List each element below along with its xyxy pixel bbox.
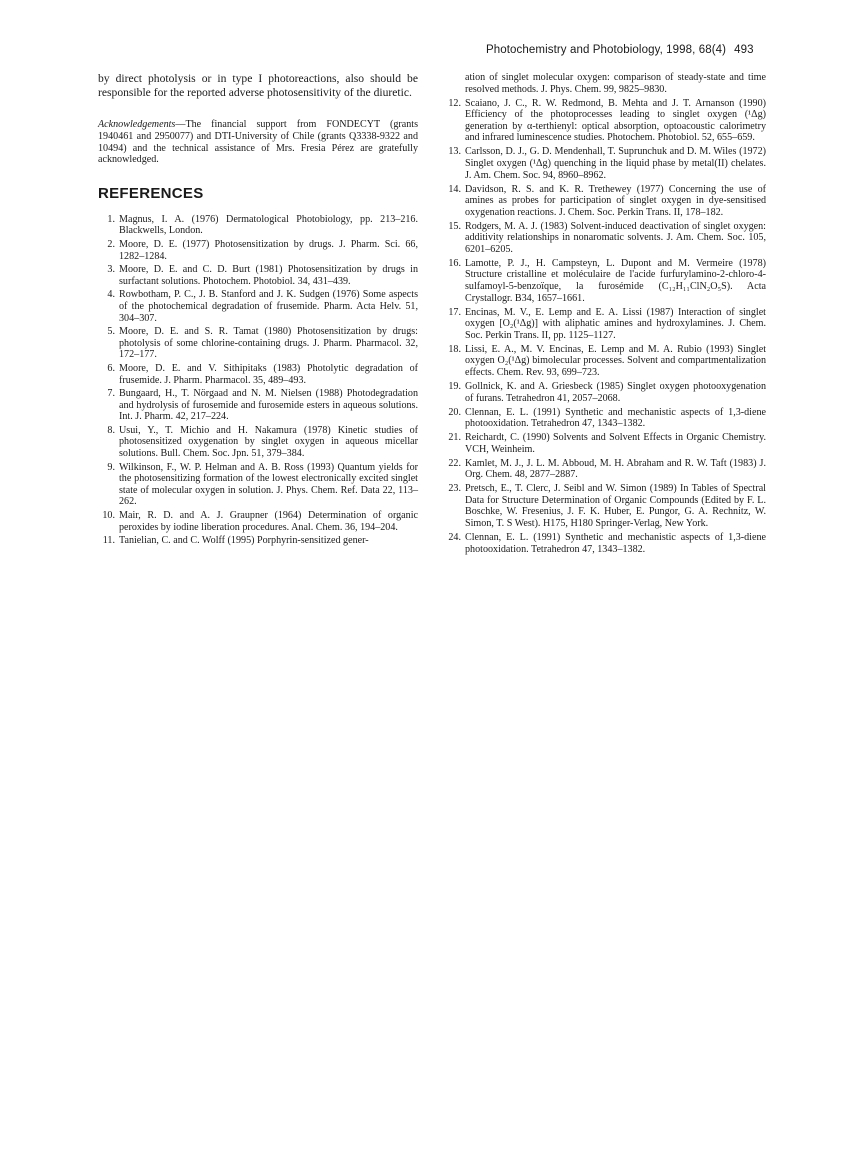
reference-text: Pretsch, E., T. Clerc, J. Seibl and W. Simon (1989) In Tables of Spectral Data for Structure Determination of Organic Compounds (Edited by F. L. Boschke, W. Fresenius, J. F. K. Huber, E. Pungor, G. A. Rechnitz, W. Simon, T. S West). H175, H180 Springer-Verlag, New York.	[465, 483, 766, 530]
reference-text: Moore, D. E. and C. D. Burt (1981) Photosensitization by drugs in surfactant solutions. Photochem. Photobiol. 34, 431–439.	[119, 264, 418, 287]
reference-number: 22.	[448, 457, 461, 469]
reference-item	[444, 184, 766, 219]
reference-text: Clennan, E. L. (1991) Synthetic and mechanistic aspects of 1,3-diene photooxidation. Tetrahedron 47, 1343–1382.	[465, 532, 766, 555]
reference-item	[98, 425, 418, 460]
reference-text: Moore, D. E. and S. R. Tamat (1980) Photosensitization by drugs: photolysis of some chlorine-containing drugs. J. Pharm. Pharmacol. 32, 172–177.	[119, 326, 418, 361]
reference-text: Carlsson, D. J., G. D. Mendenhall, T. Suprunchuk and D. M. Wiles (1972) Singlet oxygen (¹Δg) quenching in the liquid phase by metal(II) chelates. J. Am. Chem. Soc. 94, 8960–8962.	[465, 146, 766, 181]
reference-text: Rowbotham, P. C., J. B. Stanford and J. K. Sudgen (1976) Some aspects of the photochemical degradation of frusemide. Pharm. Acta Helv. 51, 304–307.	[119, 289, 418, 324]
reference-number: 16.	[448, 257, 461, 269]
reference-number: 10.	[102, 510, 115, 522]
reference-number: 4.	[107, 289, 115, 301]
reference-item	[444, 307, 766, 342]
reference-item	[444, 483, 766, 529]
reference-number: 12.	[448, 97, 461, 109]
reference-text: Moore, D. E. and V. Sithipitaks (1983) Photolytic degradation of frusemide. J. Pharm. Pharmacol. 35, 489–493.	[119, 362, 418, 386]
reference-item	[444, 221, 766, 256]
reference-item	[444, 458, 766, 481]
reference-text: Wilkinson, F., W. P. Helman and A. B. Ross (1993) Quantum yields for the photosensitizing formation of the lowest electronically excited singlet state of molecular oxygen in solution. J. Phys. Chem. Ref. Data 22, 113–262.	[119, 461, 418, 508]
reference-number: 5.	[107, 326, 115, 338]
reference-text: Lissi, E. A., M. V. Encinas, E. Lemp and M. A. Rubio (1993) Singlet oxygen O₂(¹Δg) bimolecular processes. Solvent and compartmentalization effects. Chem. Rev. 93, 699–723.	[465, 343, 766, 378]
reference-list-left	[98, 214, 418, 547]
acknowledgements-text: —The financial support from FONDECYT (grants 1940461 and 2950077) and DTI-University of Chile (grants Q3338-9322 and 10494) and the technical assistance of Mrs. Fresia Pérez are gratefully acknowledged.	[98, 119, 418, 166]
reference-number: 6.	[107, 362, 115, 374]
left-column	[98, 72, 418, 549]
reference-number: 8.	[107, 424, 115, 436]
body-paragraph: by direct photolysis or in type I photoreactions, also should be responsible for the reported adverse photosensitivity of the diuretic.	[98, 72, 418, 99]
reference-text: Rodgers, M. A. J. (1983) Solvent-induced deactivation of singlet oxygen: additivity relationships in nonaromatic solvents. J. Am. Chem. Soc. 105, 6201–6205.	[465, 220, 766, 255]
reference-text: Kamlet, M. J., J. L. M. Abboud, M. H. Abraham and R. W. Taft (1983) J. Org. Chem. 48, 2877–2887.	[465, 457, 766, 481]
reference-text: Davidson, R. S. and K. R. Trethewey (1977) Concerning the use of amines as probes for participation of singlet oxygen in dye-sensitised oxygenation reactions. J. Chem. Soc. Perkin Trans. II, 178–182.	[465, 183, 766, 218]
reference-item	[98, 510, 418, 533]
reference-text: Lamotte, P. J., H. Campsteyn, L. Dupont and M. Vermeire (1978) Structure cristalline et moléculaire de l'acide furfurylamino-2-chloro-4-sulfamoyl-5-benzoïque, la furosémide (C₁₂H₁₁ClN₂O₅S). Acta Crystallogr. B34, 1657–1661.	[465, 257, 766, 304]
reference-number: 11.	[102, 535, 115, 547]
reference-item	[98, 239, 418, 262]
reference-text: Magnus, I. A. (1976) Dermatological Photobiology, pp. 213–216. Blackwells, London.	[119, 213, 418, 237]
reference-text: Tanielian, C. and C. Wolff (1995) Porphyrin-sensitized gener-	[119, 535, 369, 547]
reference-number: 23.	[448, 483, 461, 495]
reference-number: 24.	[448, 532, 461, 544]
right-column	[444, 72, 766, 558]
reference-text: Mair, R. D. and A. J. Graupner (1964) Determination of organic peroxides by iodine liberation procedures. Anal. Chem. 36, 194–204.	[119, 510, 418, 533]
journal-citation: Photochemistry and Photobiology, 1998, 68(4)	[486, 44, 727, 56]
references-heading: REFERENCES	[98, 185, 204, 203]
reference-item	[98, 214, 418, 237]
reference-number: 18.	[448, 343, 461, 355]
reference-continuation: ation of singlet molecular oxygen: comparison of steady-state and time resolved methods. J. Phys. Chem. 99, 9825–9830.	[465, 72, 766, 95]
reference-number: 19.	[448, 380, 461, 392]
reference-text: Clennan, E. L. (1991) Synthetic and mechanistic aspects of 1,3-diene photooxidation. Tetrahedron 47, 1343–1382.	[465, 406, 766, 430]
reference-number: 20.	[448, 406, 461, 418]
reference-text: Scaiano, J. C., R. W. Redmond, B. Mehta and J. T. Arnanson (1990) Efficiency of the photoprocesses leading to singlet oxygen (¹Δg) generation by α-terthienyl: optical absorption, optoacoustic calorimetry and infrared luminescence studies. Photochem. Photobiol. 52, 655–659.	[465, 97, 766, 144]
reference-number: 9.	[107, 461, 115, 473]
acknowledgements	[98, 119, 418, 166]
reference-item	[98, 462, 418, 508]
reference-item	[444, 146, 766, 181]
reference-number: 17.	[448, 306, 461, 318]
reference-item	[98, 535, 418, 547]
reference-item	[444, 98, 766, 144]
reference-text: Reichardt, C. (1990) Solvents and Solvent Effects in Organic Chemistry. VCH, Weinheim.	[465, 432, 766, 455]
reference-number: 13.	[448, 146, 461, 158]
reference-text: Gollnick, K. and A. Griesbeck (1985) Singlet oxygen photooxygenation of furans. Tetrahedron 41, 2057–2068.	[465, 380, 766, 404]
reference-item	[444, 532, 766, 555]
reference-item	[98, 326, 418, 361]
reference-text: Encinas, M. V., E. Lemp and E. A. Lissi (1987) Interaction of singlet oxygen [O₂(¹Δg)] with aliphatic amines and hydroxylamines. J. Chem. Soc. Perkin Trans. II, pp. 1125–1127.	[465, 306, 766, 341]
reference-item	[444, 258, 766, 304]
reference-text: Bungaard, H., T. Nörgaad and N. M. Nielsen (1988) Photodegradation and hydrolysis of furosemide and furosemide esters in aqueous solutions. Int. J. Pharm. 42, 217–224.	[119, 388, 418, 423]
reference-number: 2.	[107, 238, 115, 250]
reference-text: Usui, Y., T. Michio and H. Nakamura (1978) Kinetic studies of photosensitized oxygenation by singlet oxygen in aqueous micellar solutions. Bull. Chem. Soc. Jpn. 51, 379–384.	[119, 424, 418, 460]
reference-text: Moore, D. E. (1977) Photosensitization by drugs. J. Pharm. Sci. 66, 1282–1284.	[119, 238, 418, 262]
running-head	[486, 44, 766, 56]
reference-item	[98, 388, 418, 423]
reference-item	[444, 432, 766, 455]
reference-number: 21.	[448, 432, 461, 444]
reference-number: 7.	[107, 388, 115, 400]
reference-number: 1.	[107, 213, 115, 225]
reference-item	[444, 407, 766, 430]
reference-item	[98, 264, 418, 287]
reference-item	[98, 289, 418, 324]
reference-number: 14.	[448, 183, 461, 195]
reference-number: 3.	[107, 264, 115, 276]
reference-list-right	[444, 98, 766, 556]
reference-number: 15.	[448, 220, 461, 232]
reference-item	[444, 381, 766, 404]
page-number: 493	[734, 44, 754, 56]
acknowledgements-label: Acknowledgements	[98, 119, 176, 130]
reference-item	[444, 344, 766, 379]
reference-item	[98, 363, 418, 386]
